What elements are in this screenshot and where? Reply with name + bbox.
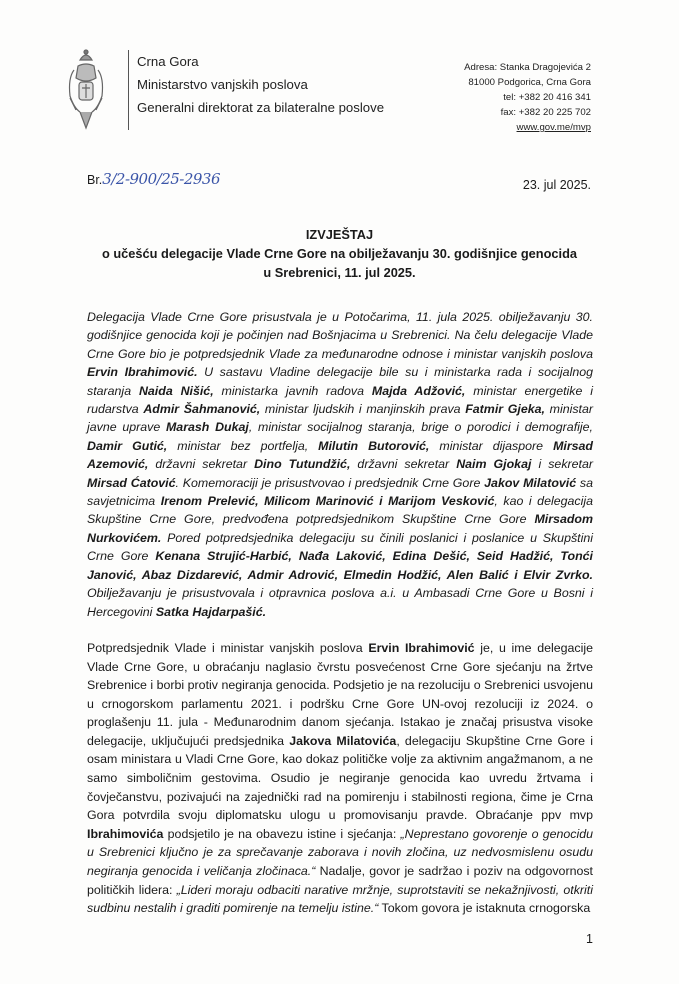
bold-name-text: Milutin Butorović, xyxy=(318,438,430,453)
bold-name-text: Jakova Milatovića xyxy=(289,733,397,748)
country-name: Crna Gora xyxy=(137,54,199,69)
paragraph-text: , kao i delegacija Skupštine Crne Gore, predvođena potpredsjednikom Skupštine Crne Gore xyxy=(87,494,593,527)
bold-name-text: Jakov Milatović xyxy=(484,475,577,490)
address-line: Adresa: Stanka Dragojevića 2 xyxy=(464,62,591,73)
reference-prefix: Br. xyxy=(87,173,103,187)
bold-name-text: Kenana Strujić-Harbić, Nađa Laković, Edina Dešić, Seid Hadžić, Tonći Janović, Abaz Dizdarević, Admir Adrović, Elmedin Hodžić, Alen Balić i Elvir Zvrko. xyxy=(87,549,593,582)
document-body xyxy=(87,0,593,984)
page-number: 1 xyxy=(586,931,593,946)
paragraph-text: sa savjetnicima xyxy=(87,475,594,509)
directorate-name: Generalni direktorat za bilateralne poslove xyxy=(137,100,385,115)
bold-name-text: Ervin Ibrahimović. xyxy=(87,365,198,380)
address-line: 81000 Podgorica, Crna Gora xyxy=(468,77,591,88)
bold-name-text: Fatmir Gjeka, xyxy=(465,402,545,417)
paragraph-text: Obilježavanju je prisustvovala i otpravnica poslova a.i. u Ambasadi Crne Gore u Bosni i Hercegovini xyxy=(87,586,593,619)
ministry-name: Ministarstvo vanjskih poslova xyxy=(137,77,308,92)
paragraph-text: , ministar socijalnog staranja, brige o porodici i demografije, xyxy=(248,420,593,435)
paragraph-text: ministar dijaspore xyxy=(429,438,554,453)
paragraph-text: i sekretar xyxy=(531,457,593,472)
paragraph-text: ministar energetike i rudarstva xyxy=(87,383,593,417)
paragraph-text: „Neprestano govorenje o genocidu u Srebrenici ključno je za sprečavanje zaborava i novih zločina, uz nedvosmislenu osudu negiranja genocida i veličanja zločinaca.“ xyxy=(87,826,594,879)
bold-name-text: Majda Adžović, xyxy=(371,383,466,398)
paragraph-text: državni sekretar xyxy=(350,457,457,472)
paragraph-text: Tokom govora je istaknuta crnogorska xyxy=(378,901,591,916)
paragraph-speech xyxy=(87,639,593,918)
bold-name-text: Mirsad Azemović, xyxy=(87,438,593,472)
bold-name-text: Satka Hajdarpašić. xyxy=(155,604,267,619)
website-link[interactable]: www.gov.me/mvp xyxy=(516,122,591,133)
paragraph-text: . Komemoraciji je prisustvovao i predsjednik Crne Gore xyxy=(175,475,485,490)
fax-line: fax: +382 20 225 702 xyxy=(500,107,591,118)
bold-name-text: Admir Šahmanović, xyxy=(143,402,261,417)
paragraph-text: Pored potpredsjednika delegaciju su činili poslanici i poslanice u Skupštini Crne Gore xyxy=(87,530,593,564)
paragraph-text: , delegaciju Skupštine Crne Gore i osam ministara u Vladi Crne Gore, kao dokaz političke volje za aktivnim angažmanom, a ne samo simboličnim gestovima. Osudio je negiranje genocida kao uvredu žrtvama i čovječanstvu, pozivajući na zajednički rad na pomirenju i stabilnosti regiona, čime je Crna Gora potvrdila svoju diplomatsku ulogu u promovisanju pravde. Obraćanje ppv mvp xyxy=(87,733,594,823)
paragraph-text: ministar javne uprave xyxy=(87,402,593,435)
bold-name-text: Damir Gutić, xyxy=(87,438,168,453)
bold-name-text: Mirsad Ćatović xyxy=(87,475,176,490)
paragraph-text: Nadalje, govor je sadržao i poziv na odgovornost političkih lidera: xyxy=(87,864,593,897)
paragraph-text: U sastavu Vladine delegacije bile su i ministarka rada i socijalnog staranja xyxy=(87,365,593,398)
paragraph-text: državni sekretar xyxy=(148,457,255,472)
paragraph-text: ministar bez portfelja, xyxy=(167,438,319,453)
bold-name-text: Naida Nišić, xyxy=(138,383,214,398)
paragraph-text: „Lideri moraju odbaciti narative mržnje, suprotstaviti se nekažnjivosti, otkriti sudbinu nestalih i graditi pomirenje na temelju istine.“ xyxy=(87,882,593,916)
paragraph-delegation xyxy=(87,308,593,621)
handwritten-reference: 3/2-900/25-2936 xyxy=(102,170,221,188)
title-main: IZVJEŠTAJ xyxy=(305,227,374,242)
title-subtitle: o učešću delegacije Vlade Crne Gore na obilježavanju 30. godišnjice genocida u Srebrenici, 11. jul 2025. xyxy=(101,246,578,280)
bold-name-text: Ibrahimovića xyxy=(87,826,164,841)
bold-name-text: Mirsadom Nurkovićem. xyxy=(87,512,593,545)
paragraph-text: Delegacija Vlade Crne Gore prisustvala je u Potočarima, 11. jula 2025. obilježavanju 30. godišnjice genocida koji je počinjen nad Bošnjacima u Srebrenici. Na čelu delegacije Vlade Crne Gore bio je potpredsjednik Vlade za međunarodne odnose i ministar vanjskih poslova xyxy=(87,310,593,361)
bold-name-text: Dino Tutundžić, xyxy=(254,457,351,472)
bold-name-text: Ervin Ibrahimović xyxy=(368,640,475,655)
bold-name-text: Naim Gjokaj xyxy=(456,457,532,472)
paragraph-text: podsjetilo je na obavezu istine i sjećanja: xyxy=(163,826,401,841)
paragraph-text: je, u ime delegacije Vlade Crne Gore, u obraćanju naglasio čvrstu posvećenost Crne Gore sjećanju na žrtve Srebrenice i borbi protiv negiranja genocida. Podsjetio je na rezoluciju o Srebrenici usvojenu u crnogorskom parlamentu 2021. i podršku Crne Gore UN-ovoj rezoluciji iz 2024. o proglašenju 11. jula - Međunarodnim danom sjećanja. Istakao je značaj prisustva visoke delegacije, uključujući predsjednika xyxy=(87,640,593,748)
phone-line: tel: +382 20 416 341 xyxy=(503,92,591,103)
document-date: 23. jul 2025. xyxy=(522,178,591,192)
paragraph-text: Potpredsjednik Vlade i ministar vanjskih poslova xyxy=(87,640,369,655)
paragraph-text: ministarka javnih radova xyxy=(213,383,372,398)
paragraph-text: ministar ljudskih i manjinskih prava xyxy=(260,402,466,417)
bold-name-text: Irenom Prelević, Milicom Marinović i Marijom Vesković xyxy=(160,494,495,509)
bold-name-text: Marash Dukaj xyxy=(165,420,249,435)
